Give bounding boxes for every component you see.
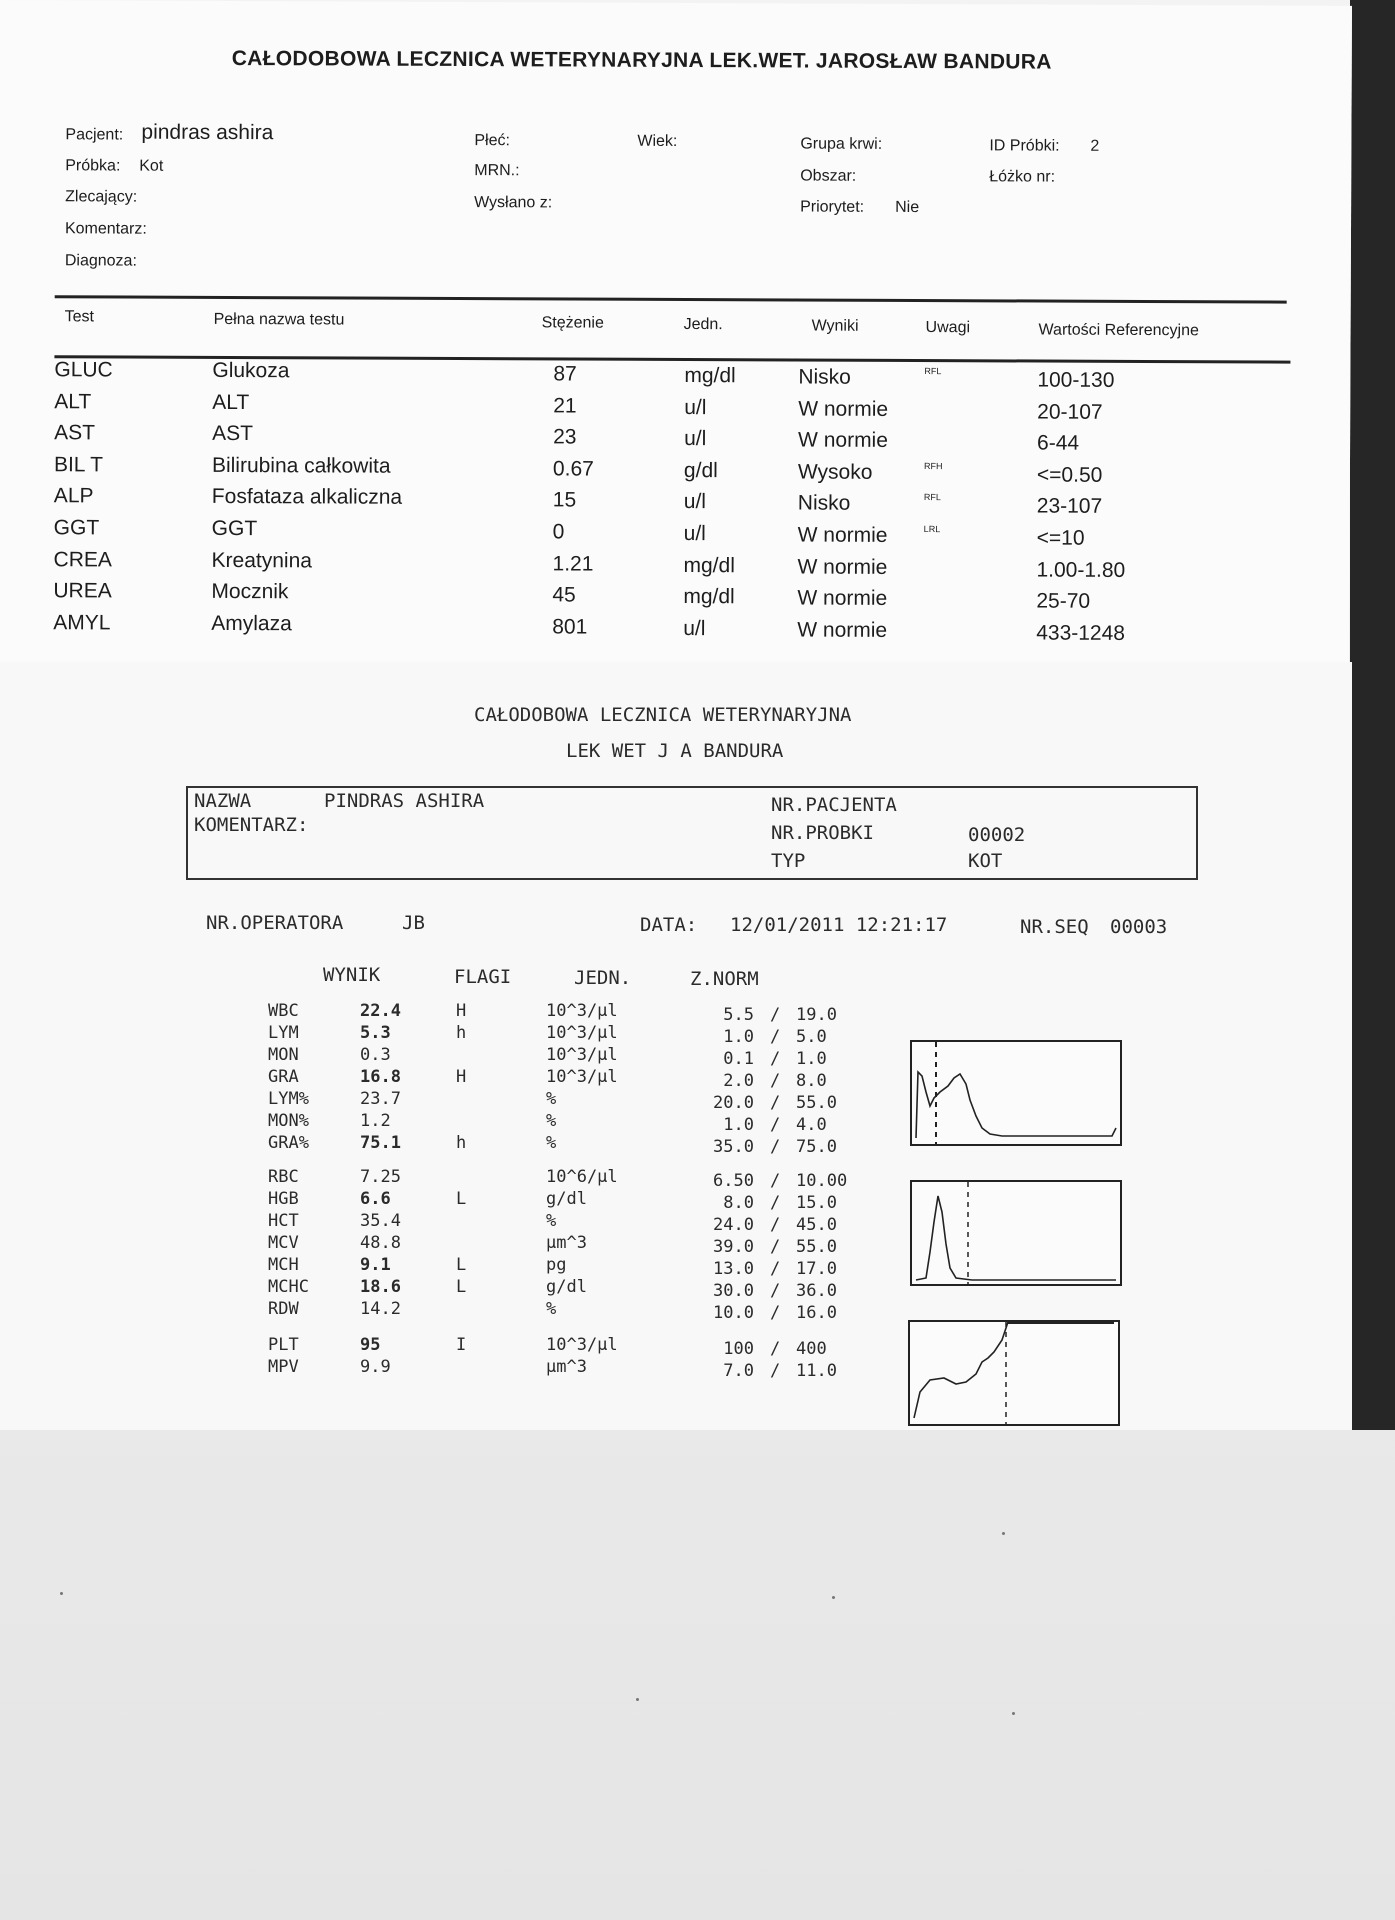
hema-unit: % — [546, 1133, 557, 1153]
typ-value: KOT — [968, 850, 1003, 872]
seq-value: 00003 — [1110, 916, 1168, 938]
scan-speck — [636, 1698, 639, 1701]
hema-value: 1.2 — [360, 1111, 391, 1131]
cell-code: ALT — [54, 389, 92, 413]
hema-unit: 10^3/µl — [546, 1335, 618, 1355]
cell-flag: RFH — [923, 460, 943, 471]
hema-range-sep: / — [770, 1137, 781, 1157]
mrn-label: MRN.: — [474, 162, 520, 180]
cell-unit: u/l — [684, 395, 707, 419]
cell-name: Kreatynina — [211, 548, 313, 572]
hema-range-low: 39.0 — [713, 1237, 754, 1257]
grupa-krwi-label: Grupa krwi: — [800, 135, 883, 153]
hema-range-high: 55.0 — [796, 1093, 837, 1113]
cell-code: AST — [54, 421, 96, 445]
hema-param: MCHC — [268, 1277, 309, 1297]
hema-param: LYM% — [268, 1089, 309, 1109]
hema-value: 9.1 — [360, 1255, 391, 1275]
hema-flag: h — [456, 1023, 467, 1043]
plt-histogram-curve — [910, 1322, 1118, 1424]
hema-title-1: CAŁODOBOWA LECZNICA WETERYNARYJNA — [474, 704, 852, 726]
hema-flag: L — [456, 1189, 467, 1209]
hema-range-high: 15.0 — [796, 1193, 837, 1213]
hema-range-low: 20.0 — [713, 1093, 754, 1113]
cell-ref: 20-107 — [1037, 400, 1103, 424]
col-wartosci: Wartości Referencyjne — [1038, 321, 1199, 340]
col-znorm: Z.NORM — [690, 968, 759, 990]
hematology-sheet — [0, 662, 1352, 1430]
cell-name: AST — [212, 422, 254, 446]
komentarz-label-hema: KOMENTARZ: — [194, 814, 309, 836]
scan-speck — [1002, 1532, 1005, 1535]
hema-param: RBC — [268, 1167, 299, 1187]
cell-conc: 23 — [553, 425, 577, 449]
hema-flag: L — [456, 1277, 467, 1297]
cell-code: GGT — [53, 516, 100, 540]
hema-range-low: 10.0 — [713, 1303, 754, 1323]
hema-value: 7.25 — [360, 1167, 401, 1187]
cell-unit: mg/dl — [684, 363, 736, 388]
rbc-histogram — [910, 1180, 1122, 1286]
cell-conc: 0 — [552, 520, 565, 544]
cell-unit: mg/dl — [683, 585, 735, 609]
col-jedn: Jedn. — [683, 315, 723, 334]
col-jedn-hema: JEDN. — [574, 967, 632, 989]
plec-label: Płeć: — [474, 132, 511, 150]
cell-conc: 87 — [553, 362, 577, 386]
obszar-label: Obszar: — [800, 167, 857, 185]
hema-flag: H — [456, 1001, 467, 1021]
hema-range-sep: / — [770, 1339, 781, 1359]
hema-range-sep: / — [770, 1193, 781, 1213]
wbc-histogram — [910, 1040, 1122, 1146]
cell-result: Wysoko — [797, 460, 873, 484]
hema-unit: g/dl — [546, 1277, 587, 1297]
col-pelna-nazwa: Pełna nazwa testu — [213, 310, 345, 329]
cell-conc: 21 — [553, 394, 577, 418]
cell-unit: mg/dl — [683, 553, 735, 577]
hema-range-low: 0.1 — [723, 1049, 754, 1069]
cell-result: Nisko — [798, 365, 851, 389]
hema-range-high: 16.0 — [796, 1303, 837, 1323]
cell-unit: u/l — [683, 616, 706, 640]
hema-range-sep: / — [770, 1171, 781, 1191]
hema-range-sep: / — [770, 1071, 781, 1091]
zlecajacy-label: Zlecający: — [65, 188, 138, 206]
hema-range-high: 8.0 — [796, 1071, 827, 1091]
hema-value: 18.6 — [360, 1277, 401, 1297]
nazwa-value: PINDRAS ASHIRA — [324, 790, 485, 812]
hema-param: LYM — [268, 1023, 299, 1043]
id-probki-value: 2 — [1090, 137, 1100, 155]
cell-ref: 100-130 — [1037, 368, 1115, 392]
cell-result: W normie — [797, 618, 888, 642]
scan-speck — [1012, 1712, 1015, 1715]
cell-name: ALT — [212, 390, 250, 414]
hema-param: WBC — [268, 1001, 299, 1021]
wyslano-label: Wysłano z: — [474, 194, 553, 212]
pacjent-value: pindras ashira — [141, 120, 274, 145]
col-uwagi: Uwagi — [925, 319, 971, 337]
hema-range-sep: / — [770, 1005, 781, 1025]
cell-name: GGT — [211, 516, 258, 541]
wiek-label: Wiek: — [637, 132, 678, 150]
cell-flag: LRL — [923, 524, 941, 535]
hema-title-2: LEK WET J A BANDURA — [566, 740, 784, 762]
nr-probki-label: NR.PROBKI — [771, 822, 874, 844]
cell-name: Mocznik — [211, 580, 289, 604]
scan-speck — [60, 1592, 63, 1595]
clinic-header: CAŁODOBOWA LECZNICA WETERYNARYJNA LEK.WET. JAROSŁAW BANDURA — [231, 47, 1052, 74]
hema-param: HGB — [268, 1189, 299, 1209]
hema-range-low: 6.50 — [713, 1171, 754, 1191]
cell-ref: 6-44 — [1037, 431, 1080, 455]
cell-name: Glukoza — [212, 358, 290, 383]
hema-param: MCV — [268, 1233, 299, 1253]
hema-flag: H — [456, 1067, 467, 1087]
hema-range-low: 7.0 — [723, 1361, 754, 1381]
hema-range-sep: / — [770, 1049, 781, 1069]
cell-unit: g/dl — [683, 458, 718, 482]
cell-unit: u/l — [683, 521, 706, 546]
id-probki-label: ID Próbki: — [989, 137, 1060, 155]
hema-range-sep: / — [770, 1281, 781, 1301]
col-wynik: WYNIK — [323, 964, 381, 986]
hema-param: MPV — [268, 1357, 299, 1377]
hema-value: 14.2 — [360, 1299, 401, 1319]
hema-unit: 10^3/µl — [546, 1023, 618, 1043]
cell-conc: 801 — [552, 615, 588, 639]
hema-unit: 10^3/µl — [546, 1001, 618, 1021]
hema-range-sep: / — [770, 1215, 781, 1235]
cell-flag: RFL — [923, 492, 941, 503]
hema-range-high: 400 — [796, 1339, 827, 1359]
hema-range-high: 36.0 — [796, 1281, 837, 1301]
hema-range-high: 17.0 — [796, 1259, 837, 1279]
hema-unit: % — [546, 1211, 557, 1231]
hema-value: 35.4 — [360, 1211, 401, 1231]
hema-range-high: 1.0 — [796, 1049, 827, 1069]
cell-result: Nisko — [797, 491, 851, 516]
data-value: 12/01/2011 12:21:17 — [730, 914, 948, 936]
hema-range-low: 13.0 — [713, 1259, 754, 1279]
hema-value: 23.7 — [360, 1089, 401, 1109]
data-label: DATA: — [640, 914, 698, 936]
hema-range-low: 35.0 — [713, 1137, 754, 1157]
hema-range-low: 1.0 — [723, 1027, 754, 1047]
operator-value: JB — [402, 912, 425, 934]
priorytet-value: Nie — [895, 198, 920, 217]
hema-range-high: 55.0 — [796, 1237, 837, 1257]
nr-probki-value: 00002 — [968, 824, 1026, 846]
hema-param: RDW — [268, 1299, 299, 1319]
hema-range-high: 5.0 — [796, 1027, 827, 1047]
cell-ref: 25-70 — [1036, 589, 1091, 613]
hema-range-sep: / — [770, 1303, 781, 1323]
cell-conc: 45 — [552, 583, 576, 607]
cell-code: UREA — [53, 579, 112, 603]
cell-name: Bilirubina całkowita — [211, 453, 391, 478]
hema-param: GRA% — [268, 1133, 309, 1153]
hema-range-low: 8.0 — [723, 1193, 754, 1213]
probka-value: Kot — [139, 157, 164, 175]
hema-flag: h — [456, 1133, 467, 1153]
hema-unit: g/dl — [546, 1189, 587, 1209]
cell-flag: RFL — [924, 366, 942, 377]
cell-name: Amylaza — [211, 611, 292, 636]
hema-param: PLT — [268, 1335, 299, 1355]
seq-label: NR.SEQ — [1020, 916, 1089, 938]
scanner-edge — [1350, 0, 1395, 1430]
hema-range-high: 4.0 — [796, 1115, 827, 1135]
cell-ref: 433-1248 — [1036, 621, 1126, 645]
hema-range-sep: / — [770, 1259, 781, 1279]
hema-value: 16.8 — [360, 1067, 401, 1087]
priorytet-label: Priorytet: — [800, 198, 865, 216]
typ-label: TYP — [771, 850, 806, 872]
hema-range-low: 1.0 — [723, 1115, 754, 1135]
hema-range-high: 75.0 — [796, 1137, 837, 1157]
hema-unit: 10^3/µl — [546, 1067, 618, 1087]
hema-value: 22.4 — [360, 1001, 401, 1021]
lozko-label: Łóżko nr: — [989, 168, 1056, 186]
hema-unit: 10^3/µl — [546, 1045, 618, 1065]
hema-range-sep: / — [770, 1115, 781, 1135]
col-stezenie: Stężenie — [541, 314, 604, 332]
col-flagi: FLAGI — [454, 966, 512, 988]
hema-unit: 10^6/µl — [546, 1167, 618, 1187]
nr-pacjenta-label: NR.PACJENTA — [771, 794, 897, 816]
cell-code: GLUC — [54, 358, 113, 382]
wbc-histogram-curve — [912, 1042, 1120, 1144]
hema-range-low: 5.5 — [723, 1005, 754, 1025]
operator-label: NR.OPERATORA — [206, 912, 344, 934]
probka-label: Próbka: — [65, 157, 121, 175]
komentarz-label: Komentarz: — [64, 220, 147, 238]
hema-value: 48.8 — [360, 1233, 401, 1253]
hema-unit: % — [546, 1089, 557, 1109]
cell-unit: u/l — [683, 490, 707, 514]
cell-name: Fosfataza alkaliczna — [211, 485, 403, 510]
col-wyniki: Wyniki — [811, 317, 859, 335]
cell-conc: 0.67 — [552, 457, 594, 481]
hema-range-low: 100 — [723, 1339, 754, 1359]
hema-flag: L — [456, 1255, 467, 1275]
pacjent-label: Pacjent: — [65, 126, 124, 144]
cell-conc: 1.21 — [552, 552, 594, 576]
rbc-histogram-curve — [912, 1182, 1120, 1284]
hema-value: 75.1 — [360, 1133, 401, 1153]
cell-result: W normie — [797, 586, 888, 611]
cell-result: W normie — [797, 555, 888, 579]
nazwa-label: NAZWA — [194, 790, 252, 812]
hema-flag: I — [456, 1335, 467, 1355]
cell-code: CREA — [53, 547, 112, 572]
hema-range-sep: / — [770, 1237, 781, 1257]
hema-range-high: 10.00 — [796, 1171, 848, 1191]
hema-param: HCT — [268, 1211, 299, 1231]
hema-range-high: 11.0 — [796, 1361, 837, 1381]
cell-unit: u/l — [684, 427, 707, 451]
cell-result: W normie — [797, 523, 888, 547]
cell-ref: <=0.50 — [1036, 463, 1103, 487]
hema-range-high: 19.0 — [796, 1005, 837, 1025]
hema-value: 6.6 — [360, 1189, 391, 1209]
table-top-rule — [55, 295, 1287, 303]
hema-param: MON% — [268, 1111, 309, 1131]
hema-range-sep: / — [770, 1027, 781, 1047]
hema-param: GRA — [268, 1067, 299, 1087]
hema-unit: µm^3 — [546, 1233, 587, 1253]
hema-range-sep: / — [770, 1361, 781, 1381]
scan-speck — [832, 1596, 835, 1599]
hema-value: 95 — [360, 1335, 381, 1355]
hema-param: MON — [268, 1045, 299, 1065]
hema-value: 9.9 — [360, 1357, 391, 1377]
hema-range-high: 45.0 — [796, 1215, 837, 1235]
plt-histogram — [908, 1320, 1120, 1426]
hema-param: MCH — [268, 1255, 299, 1275]
hema-unit: % — [546, 1111, 557, 1131]
cell-code: AMYL — [53, 611, 111, 635]
cell-code: ALP — [53, 484, 94, 508]
hema-unit: % — [546, 1299, 557, 1319]
hema-value: 0.3 — [360, 1045, 391, 1065]
hema-unit: µm^3 — [546, 1357, 587, 1377]
hema-range-sep: / — [770, 1093, 781, 1113]
hema-value: 5.3 — [360, 1023, 391, 1043]
hema-range-low: 24.0 — [713, 1215, 754, 1235]
col-test: Test — [64, 308, 94, 326]
diagnoza-label: Diagnoza: — [64, 252, 137, 270]
biochemistry-sheet — [0, 0, 1352, 668]
cell-ref: 1.00-1.80 — [1036, 558, 1126, 582]
cell-ref: 23-107 — [1036, 494, 1103, 519]
cell-result: W normie — [798, 428, 888, 453]
cell-conc: 15 — [552, 488, 577, 512]
cell-ref: <=10 — [1036, 526, 1085, 550]
cell-result: W normie — [798, 397, 889, 421]
hema-unit: pg — [546, 1255, 567, 1275]
cell-code: BIL T — [53, 453, 104, 477]
hema-range-low: 30.0 — [713, 1281, 754, 1301]
hema-range-low: 2.0 — [723, 1071, 754, 1091]
